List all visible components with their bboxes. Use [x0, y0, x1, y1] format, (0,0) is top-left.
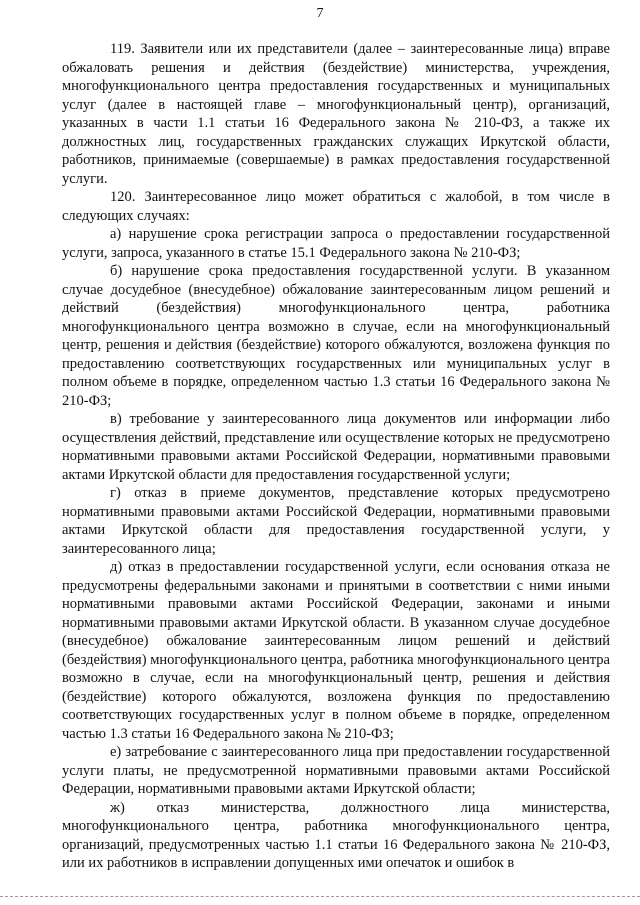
list-item-v: в) требование у заинтересованного лица документов или информации либо осуществления действий, представление или осуществление которых не предусмотрено нормативными правовыми актами Российской Федерации, нормативными правовыми актами Иркутской области для предоставления государственной услуги;: [62, 411, 610, 483]
page-bottom-divider: [0, 896, 640, 901]
list-item-a: а) нарушение срока регистрации запроса о предоставлении государственной услуги, запроса, указанного в статье 15.1 Федерального закона № 210-ФЗ;: [62, 226, 610, 261]
list-item-d: д) отказ в предоставлении государственной услуги, если основания отказа не предусмотрены федеральными законами и принятыми в соответствии с ними иными нормативными правовыми актами Российской Федерации, законами и иными нормативными правовыми актами Иркутской области. В указанном случае досудебное (внесудебное) обжалование заинтересованным лицом решений и действий (бездействия) многофункционального центра, работника многофункционального центра возможно в случае, если на многофункциональный центр, решения и действия (бездействие) которого обжалуются, возложена функция по предоставлению соответствующих государственных услуг в полном объеме в порядке, определенном частью 1.3 статьи 16 Федерального закона № 210-ФЗ;: [62, 559, 610, 742]
list-item-e: е) затребование с заинтересованного лица при предоставлении государственной услуги платы, не предусмотренной нормативными правовыми актами Российской Федерации, нормативными правовыми актами Иркутской области;: [62, 744, 610, 797]
list-item-zh: ж) отказ министерства, должностного лица министерства, многофункционального центра, работника многофункционального центра, организаций, предусмотренных частью 1.1 статьи 16 Федерального закона № 210-ФЗ, или их работников в исправлении допущенных ими опечаток и ошибок в: [62, 799, 610, 871]
list-item-g: г) отказ в приеме документов, представление которых предусмотрено нормативными правовыми актами Российской Федерации, нормативными правовыми актами Иркутской области для предоставления государственной услуги, у заинтересованного лица;: [62, 485, 610, 557]
document-body: [62, 40, 610, 873]
paragraph-119: 119. Заявители или их представители (далее – заинтересованные лица) вправе обжаловать решения и действия (бездействие) министерства, учреждения, многофункционального центра предоставления государственных и муниципальных услуг (далее в настоящей главе – многофункциональный центр), организаций, указанных в части 1.1 статьи 16 Федерального закона № 210-ФЗ, а также их должностных лиц, государственных гражданских служащих Иркутской области, работников, принимаемые (совершаемые) в рамках предоставления государственной услуги.: [62, 41, 610, 187]
paragraph-120: 120. Заинтересованное лицо может обратиться с жалобой, в том числе в следующих случаях:: [62, 189, 610, 224]
list-item-b: б) нарушение срока предоставления государственной услуги. В указанном случае досудебное (внесудебное) обжалование заинтересованным лицом решений и действий (бездействия) многофункционального центра, работника многофункционального центра возможно в случае, если на многофункциональный центр, решения и действия (бездействие) которого обжалуются, возложена функция по предоставлению соответствующих государственных или муниципальных услуг в полном объеме в порядке, определенном частью 1.3 статьи 16 Федерального закона № 210-ФЗ;: [62, 263, 610, 409]
page-number: 7: [316, 6, 324, 21]
